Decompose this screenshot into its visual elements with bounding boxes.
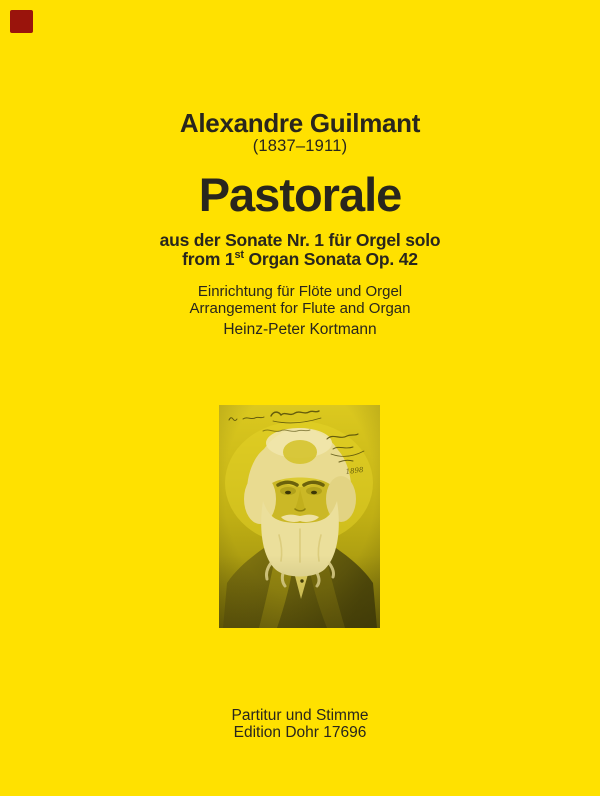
subtitle-german: aus der Sonate Nr. 1 für Orgel solo — [159, 230, 441, 250]
work-title: Pastorale — [198, 168, 402, 221]
subtitle-english-ordinal: st — [234, 249, 244, 262]
composer-name: Alexandre Guilmant — [179, 108, 421, 138]
scoring-english: Arrangement for Flute and Organ — [189, 300, 411, 317]
arranger-name: Heinz-Peter Kortmann — [223, 321, 377, 338]
subtitle-english — [0, 249, 600, 270]
photo-vignette — [219, 405, 380, 628]
composer-portrait-photo — [219, 405, 380, 628]
subtitle-english-prefix: from 1 — [182, 249, 235, 269]
scoring-german: Einrichtung für Flöte und Orgel — [197, 283, 403, 300]
series-color-square — [10, 10, 33, 33]
edition-format: Partitur und Stimme — [231, 707, 369, 724]
edition-number: Edition Dohr 17696 — [233, 724, 367, 741]
subtitle-english-suffix: Organ Sonata Op. 42 — [243, 249, 418, 269]
composer-dates: (1837–1911) — [252, 137, 348, 155]
portrait-duotone-image — [219, 405, 380, 628]
